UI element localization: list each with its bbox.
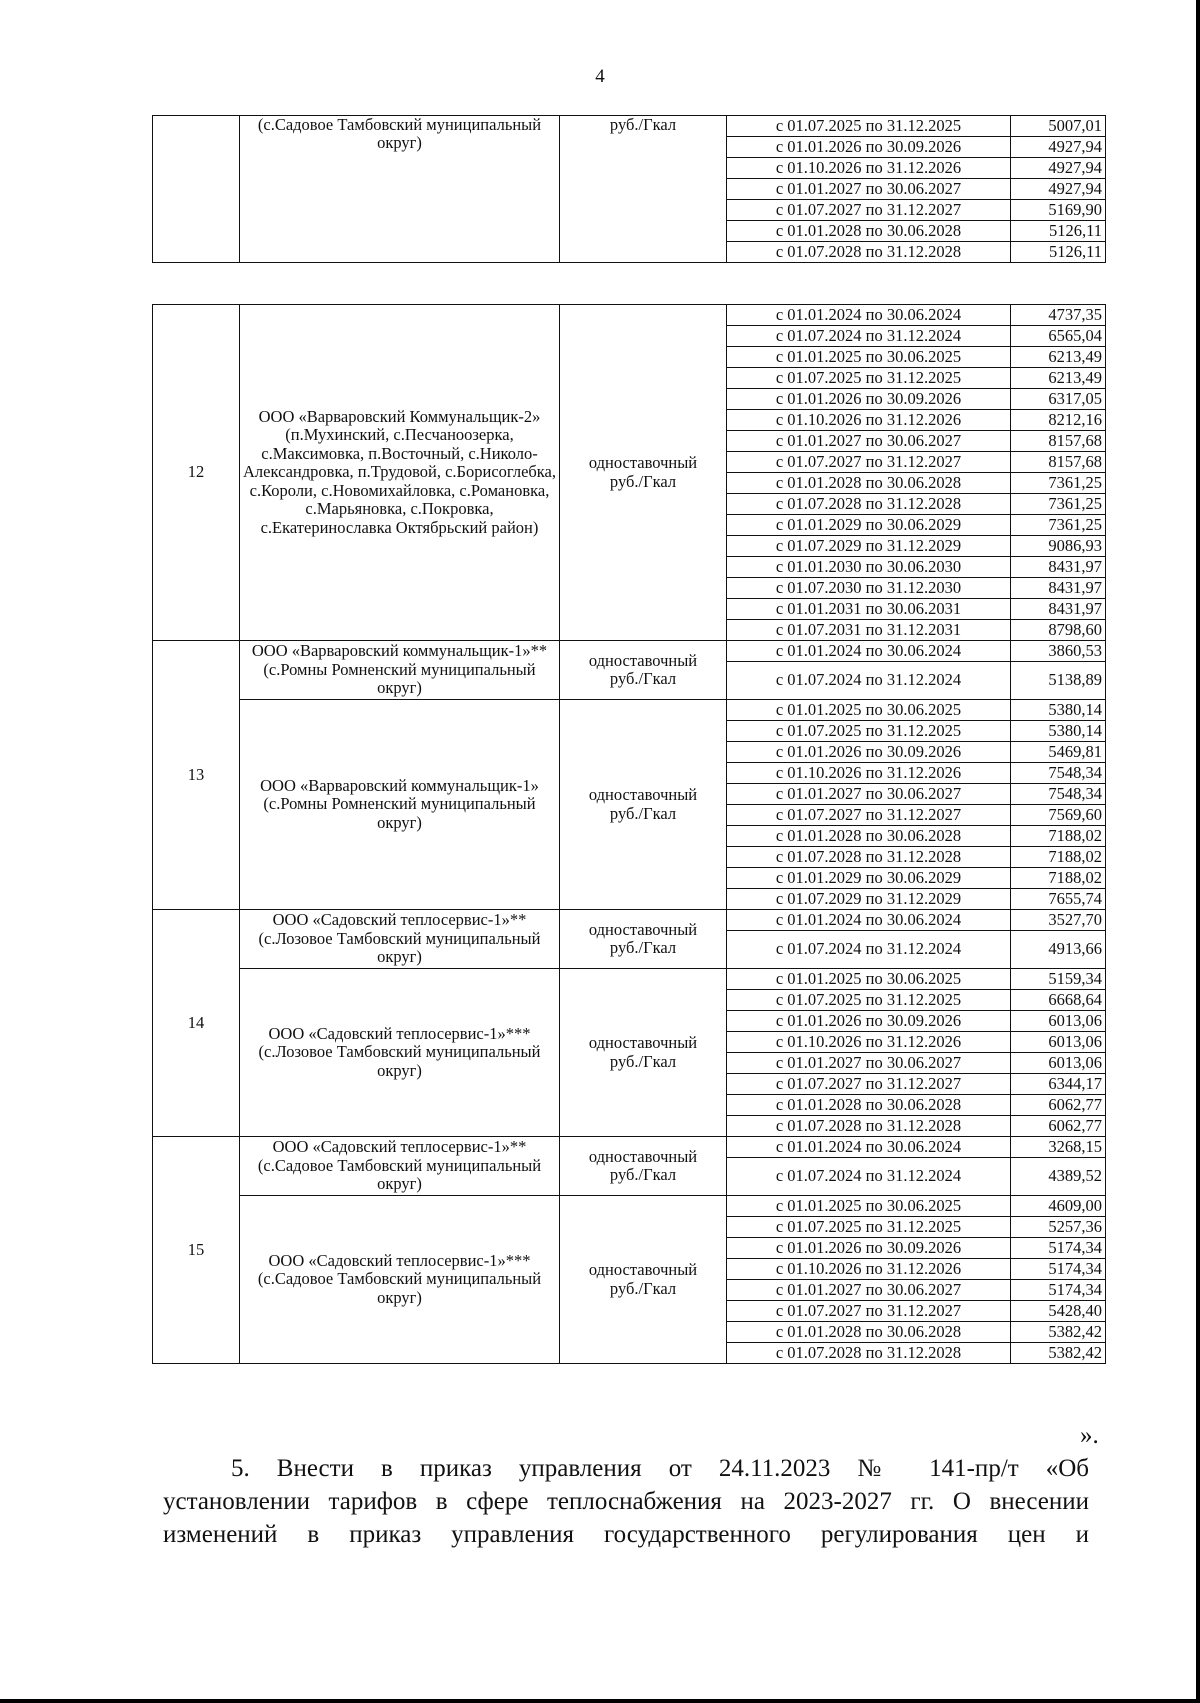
period-cell: с 01.07.2025 по 31.12.2025 (727, 990, 1011, 1011)
paragraph-line: установлении тарифов в сфере теплоснабжения на 2023-2027 гг. О внесении (163, 1488, 1089, 1515)
table-row (153, 700, 1106, 721)
unit-label: руб./Гкал (609, 803, 677, 823)
tariff-value-cell: 8157,68 (1011, 431, 1106, 452)
unit-label: руб./Гкал (609, 115, 677, 134)
organization-cell: ООО «Садовский теплосервис-1»** (с.Лозовое Тамбовский муниципальный округ) (240, 910, 560, 969)
period-cell: с 01.07.2024 по 31.12.2024 (727, 662, 1011, 700)
tariff-value-cell: 5380,14 (1011, 700, 1106, 721)
unit-label: руб./Гкал (609, 938, 677, 957)
organization-cell: ООО «Садовский теплосервис-1»** (с.Садовое Тамбовский муниципальный округ) (240, 1137, 560, 1196)
tariff-value-cell: 7361,25 (1011, 494, 1106, 515)
organization-cell: ООО «Варваровский коммунальщик-1»** (с.Ромны Ромненский муниципальный округ) (240, 641, 560, 700)
table-row (153, 305, 1106, 326)
period-cell: с 01.01.2030 по 30.06.2030 (727, 557, 1011, 578)
scan-edge-right (1196, 0, 1200, 1703)
entry-number-cell: 12 (153, 305, 240, 641)
tariff-type-cell (560, 969, 727, 1137)
tariff-type-cell (560, 305, 727, 641)
tariff-value-cell: 5174,34 (1011, 1280, 1106, 1301)
tariff-value-cell: 5159,34 (1011, 969, 1106, 990)
period-cell: с 01.01.2028 по 30.06.2028 (727, 221, 1011, 242)
period-cell: с 01.01.2027 по 30.06.2027 (727, 1053, 1011, 1074)
tariff-value-cell: 5138,89 (1011, 662, 1106, 700)
period-cell: с 01.07.2028 по 31.12.2028 (727, 1343, 1011, 1364)
period-cell: с 01.01.2031 по 30.06.2031 (727, 599, 1011, 620)
tariff-value-cell: 7569,60 (1011, 805, 1106, 826)
tariff-value-cell: 5382,42 (1011, 1322, 1106, 1343)
tariff-value-cell: 5380,14 (1011, 721, 1106, 742)
tariff-value-cell: 8157,68 (1011, 452, 1106, 473)
tariff-value-cell: 4927,94 (1011, 158, 1106, 179)
tariff-type-label: одноставочный (588, 453, 698, 473)
tariff-value-cell: 8798,60 (1011, 620, 1106, 641)
period-cell: с 01.07.2027 по 31.12.2027 (727, 1074, 1011, 1095)
tariff-value-cell: 5382,42 (1011, 1343, 1106, 1364)
period-cell: с 01.01.2028 по 30.06.2028 (727, 473, 1011, 494)
period-cell: с 01.07.2029 по 31.12.2029 (727, 889, 1011, 910)
period-cell: с 01.01.2029 по 30.06.2029 (727, 515, 1011, 536)
period-cell: с 01.10.2026 по 31.12.2026 (727, 158, 1011, 179)
tariff-value-cell: 5469,81 (1011, 742, 1106, 763)
tariff-type-label: одноставочный (588, 1033, 698, 1053)
tariff-value-cell: 6317,05 (1011, 389, 1106, 410)
tariff-type-cell (560, 116, 727, 263)
period-cell: с 01.01.2026 по 30.09.2026 (727, 1238, 1011, 1259)
tariff-value-cell: 7188,02 (1011, 847, 1106, 868)
tariff-value-cell: 5257,36 (1011, 1217, 1106, 1238)
tariff-value-cell: 5174,34 (1011, 1238, 1106, 1259)
tariff-value-cell: 7548,34 (1011, 784, 1106, 805)
table-row (153, 1137, 1106, 1158)
period-cell: с 01.01.2025 по 30.06.2025 (727, 1196, 1011, 1217)
tariff-value-cell: 5169,90 (1011, 200, 1106, 221)
tariff-value-cell: 8431,97 (1011, 557, 1106, 578)
tariff-type-label: одноставочный (588, 1146, 698, 1166)
tariff-value-cell: 6344,17 (1011, 1074, 1106, 1095)
tariff-value-cell: 8431,97 (1011, 578, 1106, 599)
period-cell: с 01.07.2024 по 31.12.2024 (727, 326, 1011, 347)
tariff-value-cell: 5126,11 (1011, 221, 1106, 242)
tariff-value-cell: 4609,00 (1011, 1196, 1106, 1217)
period-cell: с 01.07.2029 по 31.12.2029 (727, 536, 1011, 557)
period-cell: с 01.07.2024 по 31.12.2024 (727, 931, 1011, 969)
tariff-value-cell: 6013,06 (1011, 1032, 1106, 1053)
period-cell: с 01.01.2028 по 30.06.2028 (727, 1095, 1011, 1116)
tariff-type-label: одноставочный (588, 1260, 698, 1280)
period-cell: с 01.07.2031 по 31.12.2031 (727, 620, 1011, 641)
period-cell: с 01.01.2027 по 30.06.2027 (727, 1280, 1011, 1301)
period-cell: с 01.07.2025 по 31.12.2025 (727, 368, 1011, 389)
tariff-type-cell (560, 910, 727, 969)
tariff-value-cell: 5428,40 (1011, 1301, 1106, 1322)
tariff-value-cell: 3860,53 (1011, 641, 1106, 662)
tariff-value-cell: 6062,77 (1011, 1116, 1106, 1137)
tariff-table-continuation (152, 115, 1106, 263)
period-cell: с 01.01.2026 по 30.09.2026 (727, 389, 1011, 410)
unit-label: руб./Гкал (609, 1165, 677, 1184)
period-cell: с 01.10.2026 по 31.12.2026 (727, 1032, 1011, 1053)
unit-label: руб./Гкал (609, 1278, 677, 1298)
period-cell: с 01.01.2026 по 30.09.2026 (727, 137, 1011, 158)
tariff-value-cell: 8431,97 (1011, 599, 1106, 620)
period-cell: с 01.01.2024 по 30.06.2024 (727, 305, 1011, 326)
period-cell: с 01.01.2025 по 30.06.2025 (727, 700, 1011, 721)
unit-label: руб./Гкал (609, 471, 677, 491)
paragraph-5 (163, 1452, 1089, 1551)
tariff-value-cell: 6213,49 (1011, 347, 1106, 368)
organization-cell: (с.Садовое Тамбовский муниципальный округ) (240, 116, 560, 263)
tariff-value-cell: 7548,34 (1011, 763, 1106, 784)
closing-quote: ». (1080, 1422, 1099, 1449)
organization-cell: ООО «Садовский теплосервис-1»*** (с.Садовое Тамбовский муниципальный округ) (240, 1196, 560, 1364)
period-cell: с 01.01.2025 по 30.06.2025 (727, 969, 1011, 990)
tariff-value-cell: 6013,06 (1011, 1053, 1106, 1074)
period-cell: с 01.01.2029 по 30.06.2029 (727, 868, 1011, 889)
tariff-value-cell: 9086,93 (1011, 536, 1106, 557)
tariff-value-cell: 6668,64 (1011, 990, 1106, 1011)
organization-cell: ООО «Садовский теплосервис-1»*** (с.Лозовое Тамбовский муниципальный округ) (240, 969, 560, 1137)
tariff-value-cell: 7361,25 (1011, 473, 1106, 494)
tariff-value-cell: 5007,01 (1011, 116, 1106, 137)
tariff-type-cell (560, 700, 727, 910)
tariff-value-cell: 5174,34 (1011, 1259, 1106, 1280)
period-cell: с 01.01.2026 по 30.09.2026 (727, 742, 1011, 763)
table-row (153, 1196, 1106, 1217)
period-cell: с 01.07.2027 по 31.12.2027 (727, 1301, 1011, 1322)
unit-label: руб./Гкал (609, 1051, 677, 1071)
period-cell: с 01.07.2028 по 31.12.2028 (727, 1116, 1011, 1137)
unit-label: руб./Гкал (609, 669, 677, 688)
tariff-value-cell: 7361,25 (1011, 515, 1106, 536)
period-cell: с 01.07.2027 по 31.12.2027 (727, 452, 1011, 473)
tariff-value-cell: 4737,35 (1011, 305, 1106, 326)
paragraph-line: 5. Внести в приказ управления от 24.11.2023 № 141-пр/т «Об (231, 1455, 1089, 1482)
tariff-type-label: одноставочный (588, 650, 698, 670)
tariff-value-cell: 4927,94 (1011, 137, 1106, 158)
tariff-value-cell: 7188,02 (1011, 868, 1106, 889)
period-cell: с 01.10.2026 по 31.12.2026 (727, 410, 1011, 431)
tariff-type-cell (560, 641, 727, 700)
period-cell: с 01.01.2026 по 30.09.2026 (727, 1011, 1011, 1032)
period-cell: с 01.01.2028 по 30.06.2028 (727, 1322, 1011, 1343)
tariff-type-label: одноставочный (588, 919, 698, 939)
tariff-type-cell (560, 1196, 727, 1364)
table-row (153, 116, 1106, 137)
tariff-value-cell: 4927,94 (1011, 179, 1106, 200)
period-cell: с 01.01.2027 по 30.06.2027 (727, 784, 1011, 805)
period-cell: с 01.07.2028 по 31.12.2028 (727, 847, 1011, 868)
tariff-type-cell (560, 1137, 727, 1196)
tariff-value-cell: 5126,11 (1011, 242, 1106, 263)
period-cell: с 01.01.2025 по 30.06.2025 (727, 347, 1011, 368)
tariff-type-label: одноставочный (588, 785, 698, 805)
tariff-value-cell: 3268,15 (1011, 1137, 1106, 1158)
period-cell: с 01.10.2026 по 31.12.2026 (727, 763, 1011, 784)
organization-cell: ООО «Варваровский коммунальщик-1» (с.Ромны Ромненский муниципальный округ) (240, 700, 560, 910)
tariff-value-cell: 6213,49 (1011, 368, 1106, 389)
entry-number-cell: 13 (153, 641, 240, 910)
scan-edge-bottom (0, 1699, 1200, 1703)
period-cell: с 01.07.2024 по 31.12.2024 (727, 1158, 1011, 1196)
period-cell: с 01.07.2025 по 31.12.2025 (727, 721, 1011, 742)
tariff-value-cell: 8212,16 (1011, 410, 1106, 431)
period-cell: с 01.01.2024 по 30.06.2024 (727, 910, 1011, 931)
period-cell: с 01.01.2028 по 30.06.2028 (727, 826, 1011, 847)
paragraph-line: изменений в приказ управления государственного регулирования цен и (163, 1521, 1089, 1548)
period-cell: с 01.07.2030 по 31.12.2030 (727, 578, 1011, 599)
entry-number-cell: 15 (153, 1137, 240, 1364)
period-cell: с 01.07.2028 по 31.12.2028 (727, 494, 1011, 515)
tariff-table (152, 304, 1106, 1364)
tariff-value-cell: 6062,77 (1011, 1095, 1106, 1116)
period-cell: с 01.01.2027 по 30.06.2027 (727, 179, 1011, 200)
period-cell: с 01.10.2026 по 31.12.2026 (727, 1259, 1011, 1280)
tariff-value-cell: 3527,70 (1011, 910, 1106, 931)
period-cell: с 01.07.2028 по 31.12.2028 (727, 242, 1011, 263)
tariff-value-cell: 7655,74 (1011, 889, 1106, 910)
period-cell: с 01.07.2025 по 31.12.2025 (727, 1217, 1011, 1238)
table-row (153, 641, 1106, 662)
entry-number-cell (153, 116, 240, 263)
period-cell: с 01.07.2025 по 31.12.2025 (727, 116, 1011, 137)
tariff-value-cell: 4913,66 (1011, 931, 1106, 969)
period-cell: с 01.01.2024 по 30.06.2024 (727, 641, 1011, 662)
period-cell: с 01.01.2024 по 30.06.2024 (727, 1137, 1011, 1158)
period-cell: с 01.01.2027 по 30.06.2027 (727, 431, 1011, 452)
table-row (153, 969, 1106, 990)
period-cell: с 01.07.2027 по 31.12.2027 (727, 200, 1011, 221)
tariff-value-cell: 7188,02 (1011, 826, 1106, 847)
tariff-value-cell: 6013,06 (1011, 1011, 1106, 1032)
period-cell: с 01.07.2027 по 31.12.2027 (727, 805, 1011, 826)
tariff-value-cell: 4389,52 (1011, 1158, 1106, 1196)
page-number: 4 (595, 66, 605, 87)
entry-number-cell: 14 (153, 910, 240, 1137)
table-row (153, 910, 1106, 931)
organization-cell: ООО «Варваровский Коммунальщик-2» (п.Мухинский, с.Песчаноозерка, с.Максимовка, п.Восточный, с.Николо-Александровка, п.Трудовой, с.Борисоглебка, с.Короли, с.Новомихайловка, с.Романовка, с.Марьяновка, с.Покровка, с.Екатеринославка Октябрьский район) (240, 305, 560, 641)
tariff-value-cell: 6565,04 (1011, 326, 1106, 347)
